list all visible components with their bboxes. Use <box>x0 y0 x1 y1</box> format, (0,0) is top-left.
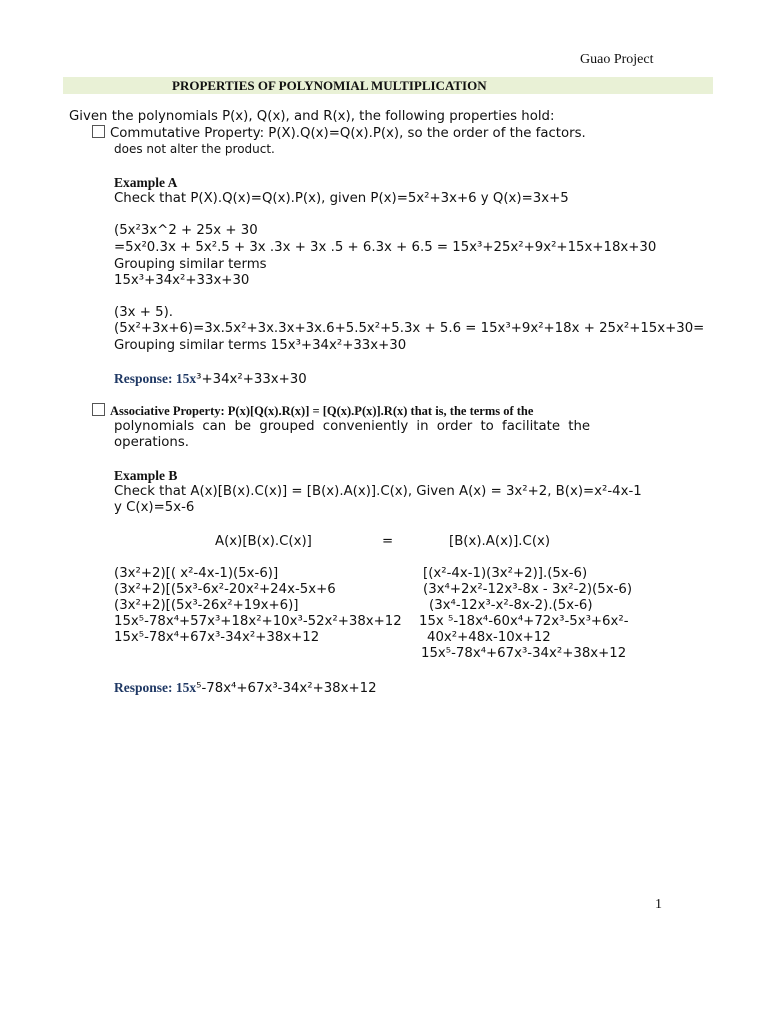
response-label: Response: 15x <box>114 680 197 695</box>
header-project: Guao Project <box>580 52 654 67</box>
example-b-check-1: Check that A(x)[B(x).C(x)] = [B(x).A(x)].C(x), Given A(x) = 3x²+2, B(x)=x²-4x-1 <box>114 484 642 499</box>
example-a-line-3: Grouping similar terms <box>114 257 267 272</box>
left-column <box>114 566 402 646</box>
commutative-line-1 <box>92 125 620 142</box>
left-step-5: 15x⁵-78x⁴+67x³-34x²+38x+12 <box>114 630 320 645</box>
associative-line-2: polynomials can be grouped conveniently in order to facilitate the <box>114 419 591 434</box>
associative-text: Associative Property: P(x)[Q(x).R(x)] = [Q(x).P(x)].R(x) that is, the terms of the <box>110 404 534 418</box>
equation-right: [B(x).A(x)].C(x) <box>449 534 551 549</box>
left-step-2: (3x²+2)[(5x³-6x²-20x²+24x-5x+6 <box>114 582 336 597</box>
example-b-heading: Example B <box>114 468 178 483</box>
right-step-2: (3x⁴+2x²-12x³-8x - 3x²-2)(5x-6) <box>423 582 633 597</box>
right-step-1: [(x²-4x-1)(3x²+2)].(5x-6) <box>423 566 588 581</box>
right-column <box>419 566 632 662</box>
example-a-line-1: (5x²3x^2 + 25x + 30 <box>114 223 258 238</box>
response-value: ³+34x²+33x+30 <box>196 372 307 387</box>
commutative-text: Commutative Property: P(X).Q(x)=Q(x).P(x), so the order of the factors. <box>110 126 586 141</box>
associative-line-3: operations. <box>114 435 189 450</box>
intro-text: Given the polynomials P(x), Q(x), and R(x), the following properties hold: <box>69 109 555 124</box>
checkbox-bullet-icon <box>92 403 105 416</box>
page-number: 1 <box>655 897 662 912</box>
right-step-5: 40x²+48x-10x+12 <box>427 630 551 645</box>
equation-left: A(x)[B(x).C(x)] <box>215 534 312 549</box>
example-a-line-2: =5x²0.3x + 5x².5 + 3x .3x + 3x .5 + 6.3x + 6.5 = 15x³+25x²+9x²+15x+18x+30 <box>114 240 657 255</box>
equation-sign: = <box>382 534 394 549</box>
example-a-check: Check that P(X).Q(x)=Q(x).P(x), given P(x)=5x²+3x+6 y Q(x)=3x+5 <box>114 191 569 206</box>
right-step-3: (3x⁴-12x³-x²-8x-2).(5x-6) <box>429 598 593 613</box>
example-a-line-7: Grouping similar terms 15x³+34x²+33x+30 <box>114 338 407 353</box>
right-step-6: 15x⁵-78x⁴+67x³-34x²+38x+12 <box>421 646 627 661</box>
left-step-4: 15x⁵-78x⁴+57x³+18x²+10x³-52x²+38x+12 <box>114 614 402 629</box>
example-a-line-4: 15x³+34x²+33x+30 <box>114 273 250 288</box>
left-step-3: (3x²+2)[(5x³-26x²+19x+6)] <box>114 598 299 613</box>
page-title: PROPERTIES OF POLYNOMIAL MULTIPLICATION <box>172 78 487 93</box>
checkbox-bullet-icon <box>92 125 105 138</box>
commutative-line-2: does not alter the product. <box>114 142 275 156</box>
example-b-response <box>114 679 377 697</box>
example-b-check-2: y C(x)=5x-6 <box>114 500 195 515</box>
example-a-response <box>114 370 307 388</box>
example-a-line-6: (5x²+3x+6)=3x.5x²+3x.3x+3x.6+5.5x²+5.3x + 5.6 = 15x³+9x²+18x + 25x²+15x+30= <box>114 321 705 336</box>
example-a-heading: Example A <box>114 175 178 190</box>
response-label: Response: 15x <box>114 371 197 386</box>
right-step-4: 15x ⁵-18x⁴-60x⁴+72x³-5x³+6x²- <box>419 614 629 629</box>
associative-line-1 <box>92 403 586 419</box>
example-a-line-5: (3x + 5). <box>114 305 173 320</box>
left-step-1: (3x²+2)[( x²-4x-1)(5x-6)] <box>114 566 279 581</box>
response-value: ⁵-78x⁴+67x³-34x²+38x+12 <box>196 681 377 696</box>
